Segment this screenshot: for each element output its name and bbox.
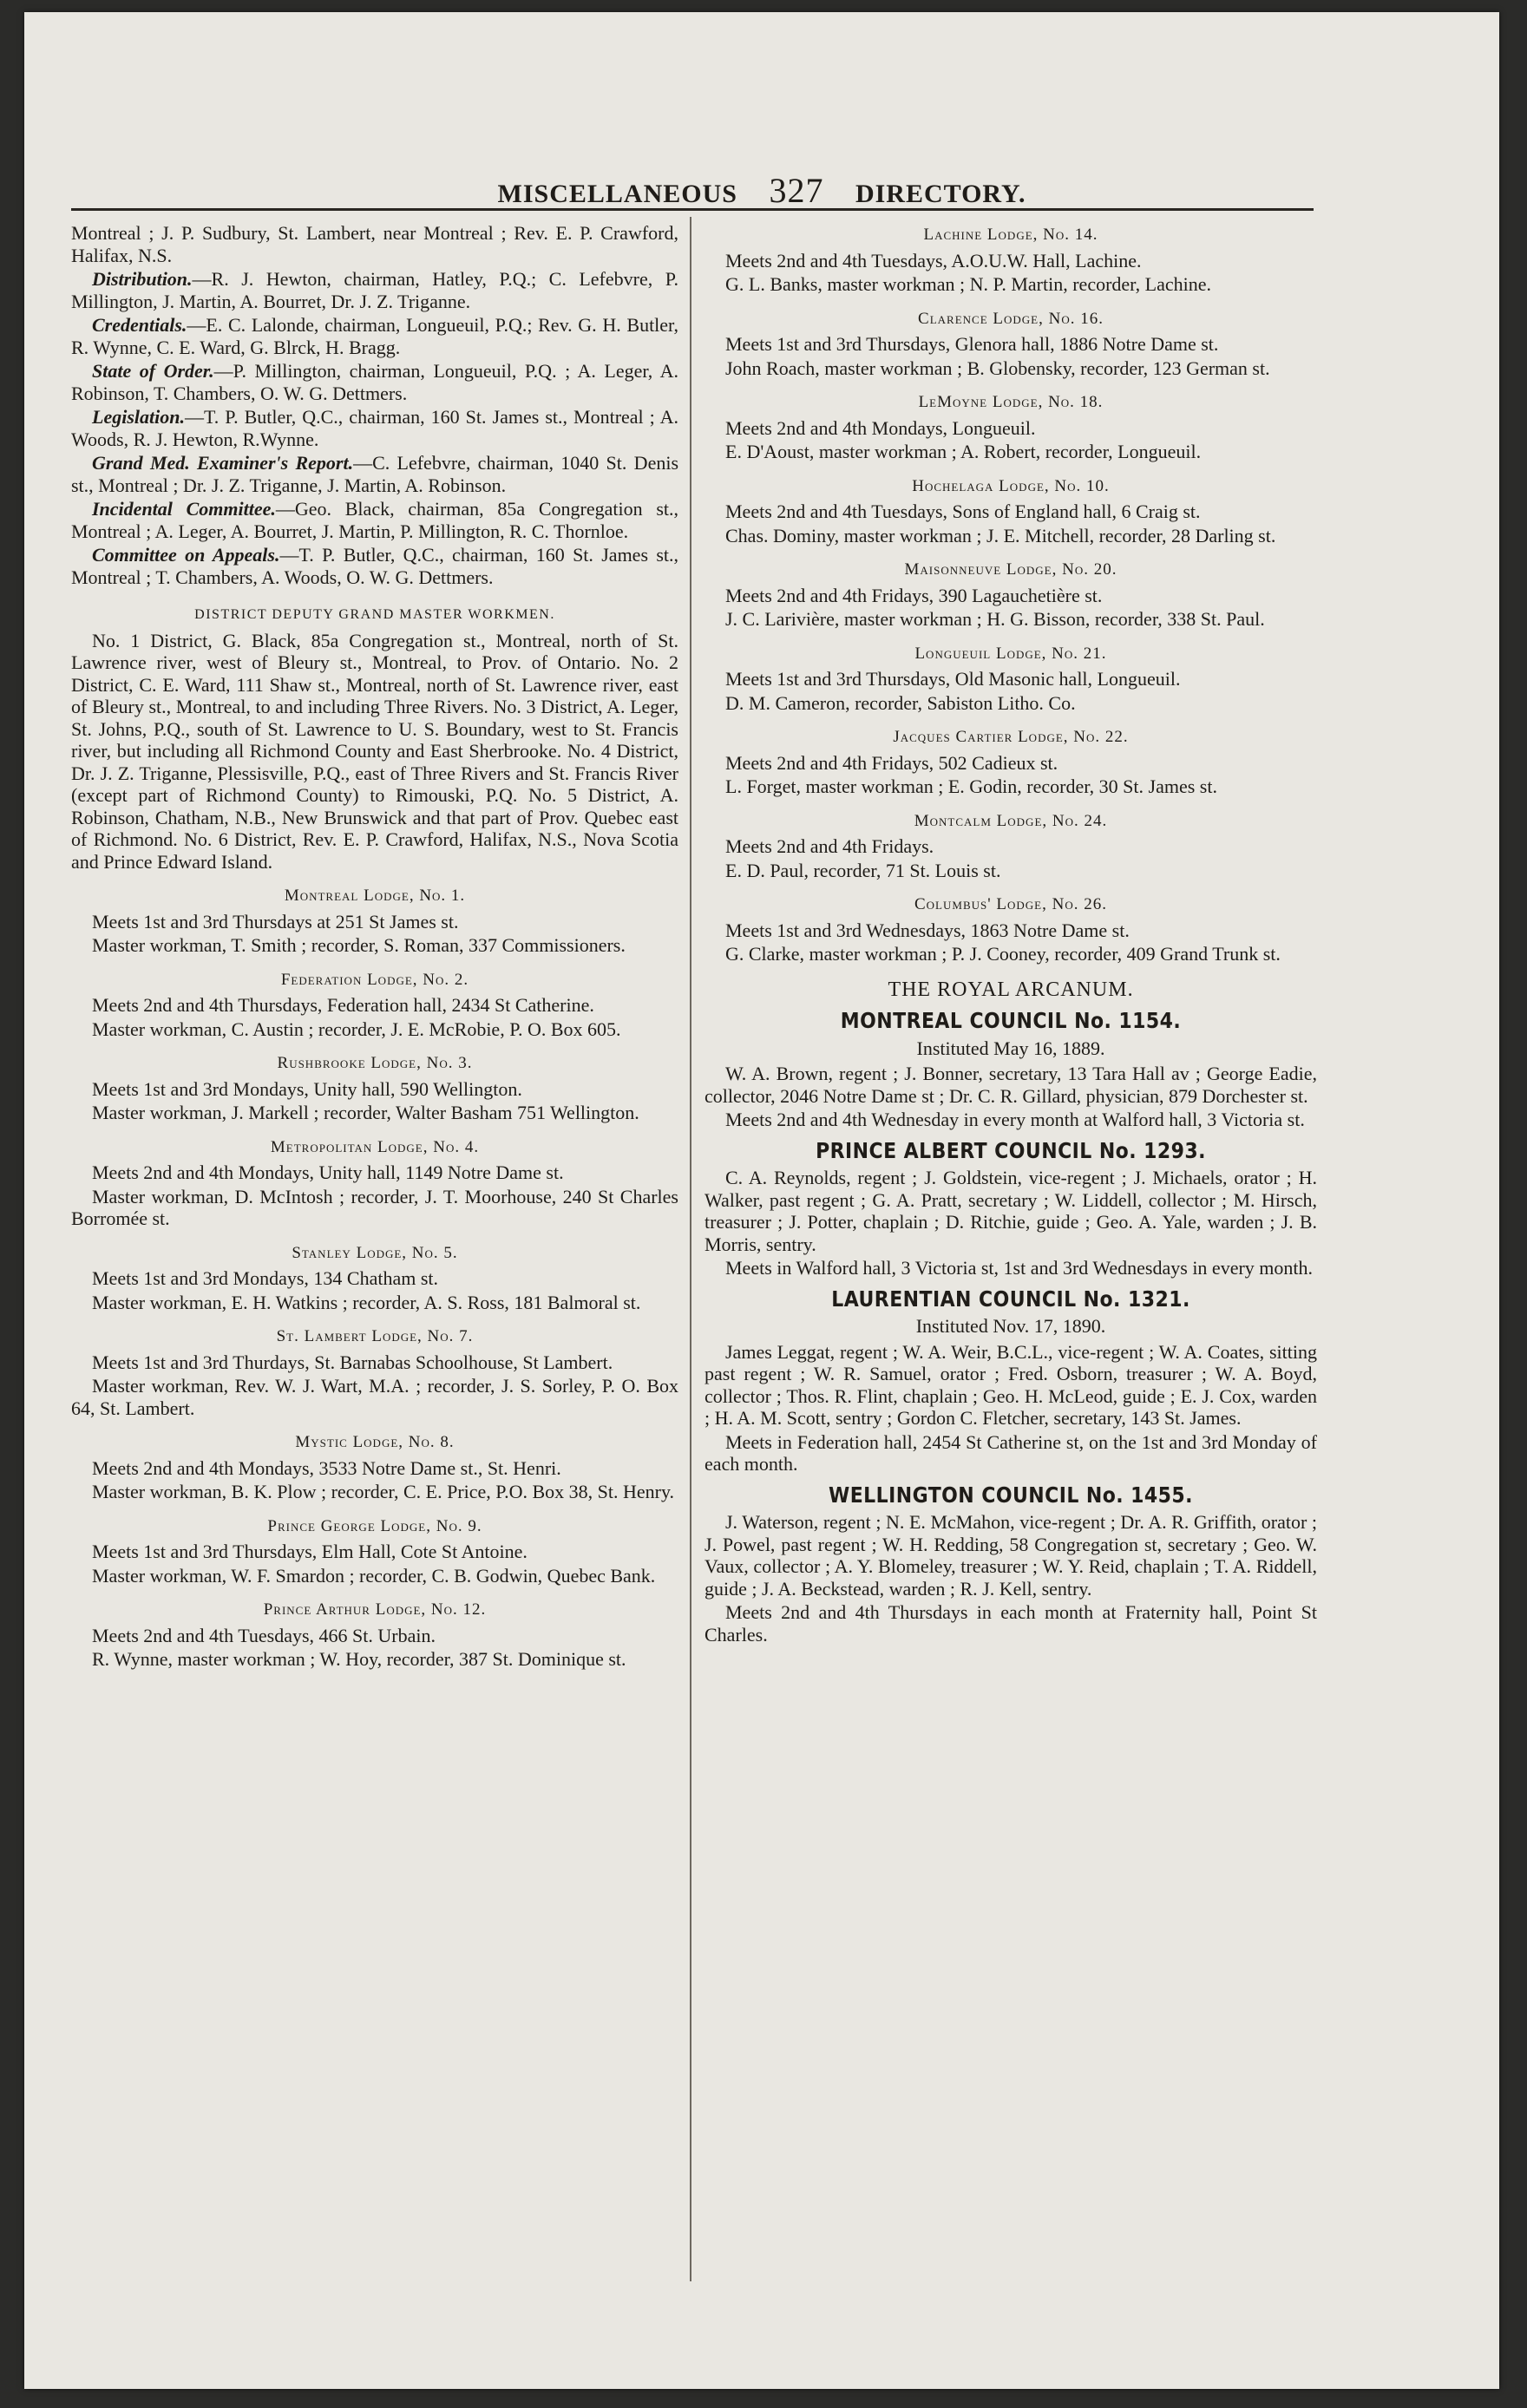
committee-text: —T. P. Butler, Q.C., chairman, 160 St. James st., Montreal ; A. Woods, R. J. Hewton, R.Wynne. bbox=[71, 406, 678, 450]
lodge-line: Master workman, E. H. Watkins ; recorder, A. S. Ross, 181 Balmoral st. bbox=[92, 1291, 641, 1313]
lodge-line: Meets 2nd and 4th Thursdays, Federation hall, 2434 St Catherine. bbox=[92, 994, 594, 1016]
council-line: Meets 2nd and 4th Thursdays in each month at Fraternity hall, Point St Charles. bbox=[705, 1601, 1317, 1646]
council-heading: LAURENTIAN COUNCIL No. 1321. bbox=[831, 1286, 1190, 1312]
right-column bbox=[705, 222, 1317, 1647]
lodge-list-left bbox=[71, 885, 678, 1671]
lodge-line: Master workman, D. McIntosh ; recorder, J. T. Moorhouse, 240 St Charles Borromée st. bbox=[71, 1185, 678, 1229]
lodge-line: Meets 2nd and 4th Tuesdays, A.O.U.W. Hall, Lachine. bbox=[725, 249, 1142, 272]
district-heading: DISTRICT DEPUTY GRAND MASTER WORKMEN. bbox=[194, 607, 555, 622]
lodge-line: E. D'Aoust, master workman ; A. Robert, recorder, Longueuil. bbox=[725, 441, 1202, 462]
lodge-heading: Maisonneuve Lodge, No. 20. bbox=[904, 560, 1117, 579]
lodge-heading: LeMoyne Lodge, No. 18. bbox=[918, 393, 1104, 411]
committee-entry bbox=[71, 498, 678, 542]
lodge-line: Meets 2nd and 4th Mondays, Longueuil. bbox=[725, 416, 1036, 439]
lodge-heading: Columbus' Lodge, No. 26. bbox=[914, 895, 1107, 913]
committee-entry bbox=[71, 314, 678, 358]
lodge-heading: Montcalm Lodge, No. 24. bbox=[914, 811, 1108, 830]
lodge-line: Meets 2nd and 4th Mondays, Unity hall, 1149 Notre Dame st. bbox=[92, 1161, 564, 1183]
lodge-heading: Montreal Lodge, No. 1. bbox=[284, 887, 466, 905]
committee-list bbox=[71, 268, 678, 588]
lodge-heading: Metropolitan Lodge, No. 4. bbox=[270, 1137, 480, 1156]
council-heading: WELLINGTON COUNCIL No. 1455. bbox=[829, 1482, 1193, 1508]
header-section-left: MISCELLANEOUS bbox=[497, 180, 737, 208]
lodge-line: G. Clarke, master workman ; P. J. Cooney, recorder, 409 Grand Trunk st. bbox=[725, 943, 1281, 965]
intro-paragraph: Montreal ; J. P. Sudbury, St. Lambert, near Montreal ; Rev. E. P. Crawford, Halifax, N.S. bbox=[71, 222, 678, 266]
lodge-line: Master workman, J. Markell ; recorder, Walter Basham 751 Wellington. bbox=[92, 1102, 639, 1123]
lodge-heading: St. Lambert Lodge, No. 7. bbox=[276, 1327, 474, 1345]
lodge-line: John Roach, master workman ; B. Globensky, recorder, 123 German st. bbox=[725, 357, 1270, 379]
lodge-line: J. C. Larivière, master workman ; H. G. Bisson, recorder, 338 St. Paul. bbox=[725, 608, 1265, 630]
header-section-right: DIRECTORY. bbox=[855, 180, 1026, 208]
district-paragraph: No. 1 District, G. Black, 85a Congregation st., Montreal, north of St. Lawrence river, west of Bleury st., Montreal, to Prov. of Ontario. No. 2 District, C. E. Ward, 111 Shaw st., Montreal, north of St. Lawrence river, east of Bleury st., Montreal, to and including Three Rivers. No. 3 District, A. Leger, St. Johns, P.Q., south of St. Lawrence to U. S. Boundary, west to St. Francis river, but including all Richmond County and East Sherbrooke. No. 4 District, Dr. J. Z. Triganne, Plessisville, P.Q., east of Three Rivers and St. Francis River (except part of Richmond County) to Rimouski, P.Q. No. 5 District, A. Robinson, Chatham, N.B., New Brunswick and that part of Prov. Quebec east of Richmond. No. 6 District, Rev. E. P. Crawford, Halifax, N.S., Nova Scotia and Prince Edward Island. bbox=[71, 629, 678, 873]
council-line: Meets in Walford hall, 3 Victoria st, 1st and 3rd Wednesdays in every month. bbox=[725, 1257, 1314, 1279]
lodge-line: Meets 1st and 3rd Mondays, Unity hall, 590 Wellington. bbox=[92, 1077, 522, 1100]
lodge-line: Meets 1st and 3rd Mondays, 134 Chatham st. bbox=[92, 1267, 439, 1289]
committee-label: Committee on Appeals. bbox=[92, 544, 280, 566]
lodge-line: Master workman, B. K. Plow ; recorder, C. E. Price, P.O. Box 38, St. Henry. bbox=[92, 1481, 675, 1502]
header-rule bbox=[71, 208, 1314, 211]
committee-text: —T. P. Butler, Q.C., chairman, 160 St. James st., Montreal ; T. Chambers, A. Woods, O. W. G. Dettmers. bbox=[71, 544, 679, 588]
committee-text: —Geo. Black, chairman, 85a Congregation st., Montreal ; A. Leger, A. Bourret, J. Martin, P. Millington, R. C. Thornloe. bbox=[71, 498, 678, 542]
lodge-line: Meets 1st and 3rd Thursdays at 251 St James st. bbox=[92, 910, 459, 932]
committee-label: Distribution. bbox=[92, 268, 193, 290]
lodge-heading: Jacques Cartier Lodge, No. 22. bbox=[893, 728, 1129, 746]
lodge-line: Master workman, Rev. W. J. Wart, M.A. ; recorder, J. S. Sorley, P. O. Box 64, St. Lambert. bbox=[71, 1375, 678, 1419]
lodge-line: Meets 1st and 3rd Wednesdays, 1863 Notre Dame st. bbox=[725, 919, 1130, 941]
lodge-heading: Stanley Lodge, No. 5. bbox=[292, 1243, 458, 1262]
council-list bbox=[705, 1010, 1317, 1646]
lodge-heading: Clarence Lodge, No. 16. bbox=[918, 309, 1104, 328]
lodge-line: Meets 2nd and 4th Tuesdays, 466 St. Urbain. bbox=[92, 1624, 436, 1646]
lodge-line: G. L. Banks, master workman ; N. P. Martin, recorder, Lachine. bbox=[725, 273, 1211, 295]
committee-label: Legislation. bbox=[92, 406, 185, 428]
lodge-line: Meets 1st and 3rd Thursdays, Glenora hall, 1886 Notre Dame st. bbox=[725, 333, 1219, 355]
lodge-line: Master workman, C. Austin ; recorder, J. E. McRobie, P. O. Box 605. bbox=[92, 1018, 621, 1040]
lodge-line: Chas. Dominy, master workman ; J. E. Mitchell, recorder, 28 Darling st. bbox=[725, 524, 1276, 546]
committee-entry bbox=[71, 452, 678, 496]
lodge-heading: Longueuil Lodge, No. 21. bbox=[914, 644, 1107, 663]
committee-text: —P. Millington, chairman, Longueuil, P.Q. ; A. Leger, A. Robinson, T. Chambers, O. W. G. Dettmers. bbox=[71, 360, 678, 404]
committee-entry bbox=[71, 268, 678, 312]
council-instituted: Instituted May 16, 1889. bbox=[916, 1037, 1105, 1059]
council-line: James Leggat, regent ; W. A. Weir, B.C.L., vice-regent ; W. A. Coates, sitting past regent ; W. R. Samuel, orator ; Fred. Osborn, treasurer ; W. A. Boyd, collector ; Thos. R. Flint, chaplain ; Geo. H. McLeod, guide ; E. J. Cox, warden ; H. A. M. Scott, sentry ; Gordon C. Fletcher, secretary, 143 St. James. bbox=[705, 1340, 1317, 1429]
lodge-line: Master workman, W. F. Smardon ; recorder, C. B. Godwin, Quebec Bank. bbox=[92, 1564, 656, 1587]
committee-label: Incidental Committee. bbox=[92, 498, 276, 520]
committee-entry bbox=[71, 360, 678, 404]
lodge-line: L. Forget, master workman ; E. Godin, recorder, 30 St. James st. bbox=[725, 775, 1217, 797]
council-line: Meets in Federation hall, 2454 St Catherine st, on the 1st and 3rd Monday of each month. bbox=[705, 1430, 1317, 1475]
lodge-line: Meets 1st and 3rd Thurdays, St. Barnabas Schoolhouse, St Lambert. bbox=[92, 1351, 613, 1373]
directory-page bbox=[24, 12, 1499, 2389]
committee-label: State of Order. bbox=[92, 360, 214, 382]
lodge-line: Meets 2nd and 4th Tuesdays, Sons of England hall, 6 Craig st. bbox=[725, 501, 1201, 522]
council-line: Meets 2nd and 4th Wednesday in every month at Walford hall, 3 Victoria st. bbox=[725, 1109, 1305, 1130]
committee-label: Credentials. bbox=[92, 314, 187, 336]
committee-text: —C. Lefebvre, chairman, 1040 St. Denis st., Montreal ; Dr. J. Z. Triganne, J. Martin, A. Robinson. bbox=[71, 452, 679, 496]
lodge-line: R. Wynne, master workman ; W. Hoy, recorder, 387 St. Dominique st. bbox=[92, 1648, 626, 1670]
lodge-heading: Lachine Lodge, No. 14. bbox=[923, 226, 1098, 244]
lodge-line: D. M. Cameron, recorder, Sabiston Litho. Co. bbox=[725, 691, 1076, 714]
lodge-heading: Rushbrooke Lodge, No. 3. bbox=[277, 1054, 473, 1072]
page-header bbox=[24, 170, 1499, 211]
council-heading: PRINCE ALBERT COUNCIL No. 1293. bbox=[816, 1137, 1206, 1163]
council-line: W. A. Brown, regent ; J. Bonner, secretary, 13 Tara Hall av ; George Eadie, collector, 2046 Notre Dame st ; Dr. C. R. Gillard, physician, 879 Dorchester st. bbox=[705, 1063, 1317, 1107]
lodge-line: Meets 2nd and 4th Fridays, 502 Cadieux st. bbox=[725, 751, 1058, 774]
committee-text: —R. J. Hewton, chairman, Hatley, P.Q.; C. Lefebvre, P. Millington, J. Martin, A. Bourret, Dr. J. Z. Triganne. bbox=[71, 268, 678, 312]
lodge-line: Meets 2nd and 4th Mondays, 3533 Notre Dame st., St. Henri. bbox=[92, 1456, 561, 1479]
committee-text: —E. C. Lalonde, chairman, Longueuil, P.Q.; Rev. G. H. Butler, R. Wynne, C. E. Ward, G. Blrck, H. Bragg. bbox=[71, 314, 678, 358]
council-heading: MONTREAL COUNCIL No. 1154. bbox=[840, 1008, 1182, 1033]
committee-label: Grand Med. Examiner's Report. bbox=[92, 452, 354, 474]
lodge-line: Meets 1st and 3rd Thursdays, Elm Hall, Cote St Antoine. bbox=[92, 1541, 528, 1562]
lodge-list-right bbox=[705, 224, 1317, 965]
lodge-heading: Federation Lodge, No. 2. bbox=[280, 970, 469, 989]
page-number: 327 bbox=[769, 171, 824, 210]
committee-entry bbox=[71, 406, 678, 450]
council-instituted: Instituted Nov. 17, 1890. bbox=[915, 1315, 1106, 1337]
lodge-heading: Prince George Lodge, No. 9. bbox=[267, 1516, 482, 1535]
lodge-heading: Hochelaga Lodge, No. 10. bbox=[912, 476, 1110, 495]
lodge-heading: Prince Arthur Lodge, No. 12. bbox=[263, 1600, 487, 1619]
council-line: J. Waterson, regent ; N. E. McMahon, vice-regent ; Dr. A. R. Griffith, orator ; J. Powel, past regent ; W. H. Redding, 58 Congregation st, secretary ; Geo. W. Vaux, collector ; A. Y. Blomeley, treasurer ; W. Y. Reid, chaplain ; T. A. Riddell, guide ; J. A. Beckstead, warden ; R. J. Kell, sentry. bbox=[705, 1511, 1317, 1600]
lodge-line: E. D. Paul, recorder, 71 St. Louis st. bbox=[725, 859, 1001, 881]
lodge-line: Meets 2nd and 4th Fridays. bbox=[725, 835, 934, 857]
lodge-line: Meets 2nd and 4th Fridays, 390 Lagauchetière st. bbox=[725, 584, 1103, 606]
lodge-heading: Mystic Lodge, No. 8. bbox=[295, 1433, 455, 1451]
left-column bbox=[71, 222, 678, 1672]
lodge-line: Meets 1st and 3rd Thursdays, Old Masonic hall, Longueuil. bbox=[725, 668, 1181, 690]
committee-entry bbox=[71, 544, 678, 588]
council-line: C. A. Reynolds, regent ; J. Goldstein, vice-regent ; J. Michaels, orator ; H. Walker, past regent ; G. A. Pratt, secretary ; W. Liddell, collector ; M. Hirsch, treasurer ; J. Potter, chaplain ; D. Ritchie, guide ; Geo. A. Yale, warden ; J. B. Morris, sentry. bbox=[705, 1167, 1317, 1255]
lodge-line: Master workman, T. Smith ; recorder, S. Roman, 337 Commissioners. bbox=[92, 934, 626, 956]
column-divider bbox=[690, 217, 691, 2281]
arcanum-heading: THE ROYAL ARCANUM. bbox=[888, 978, 1134, 1001]
